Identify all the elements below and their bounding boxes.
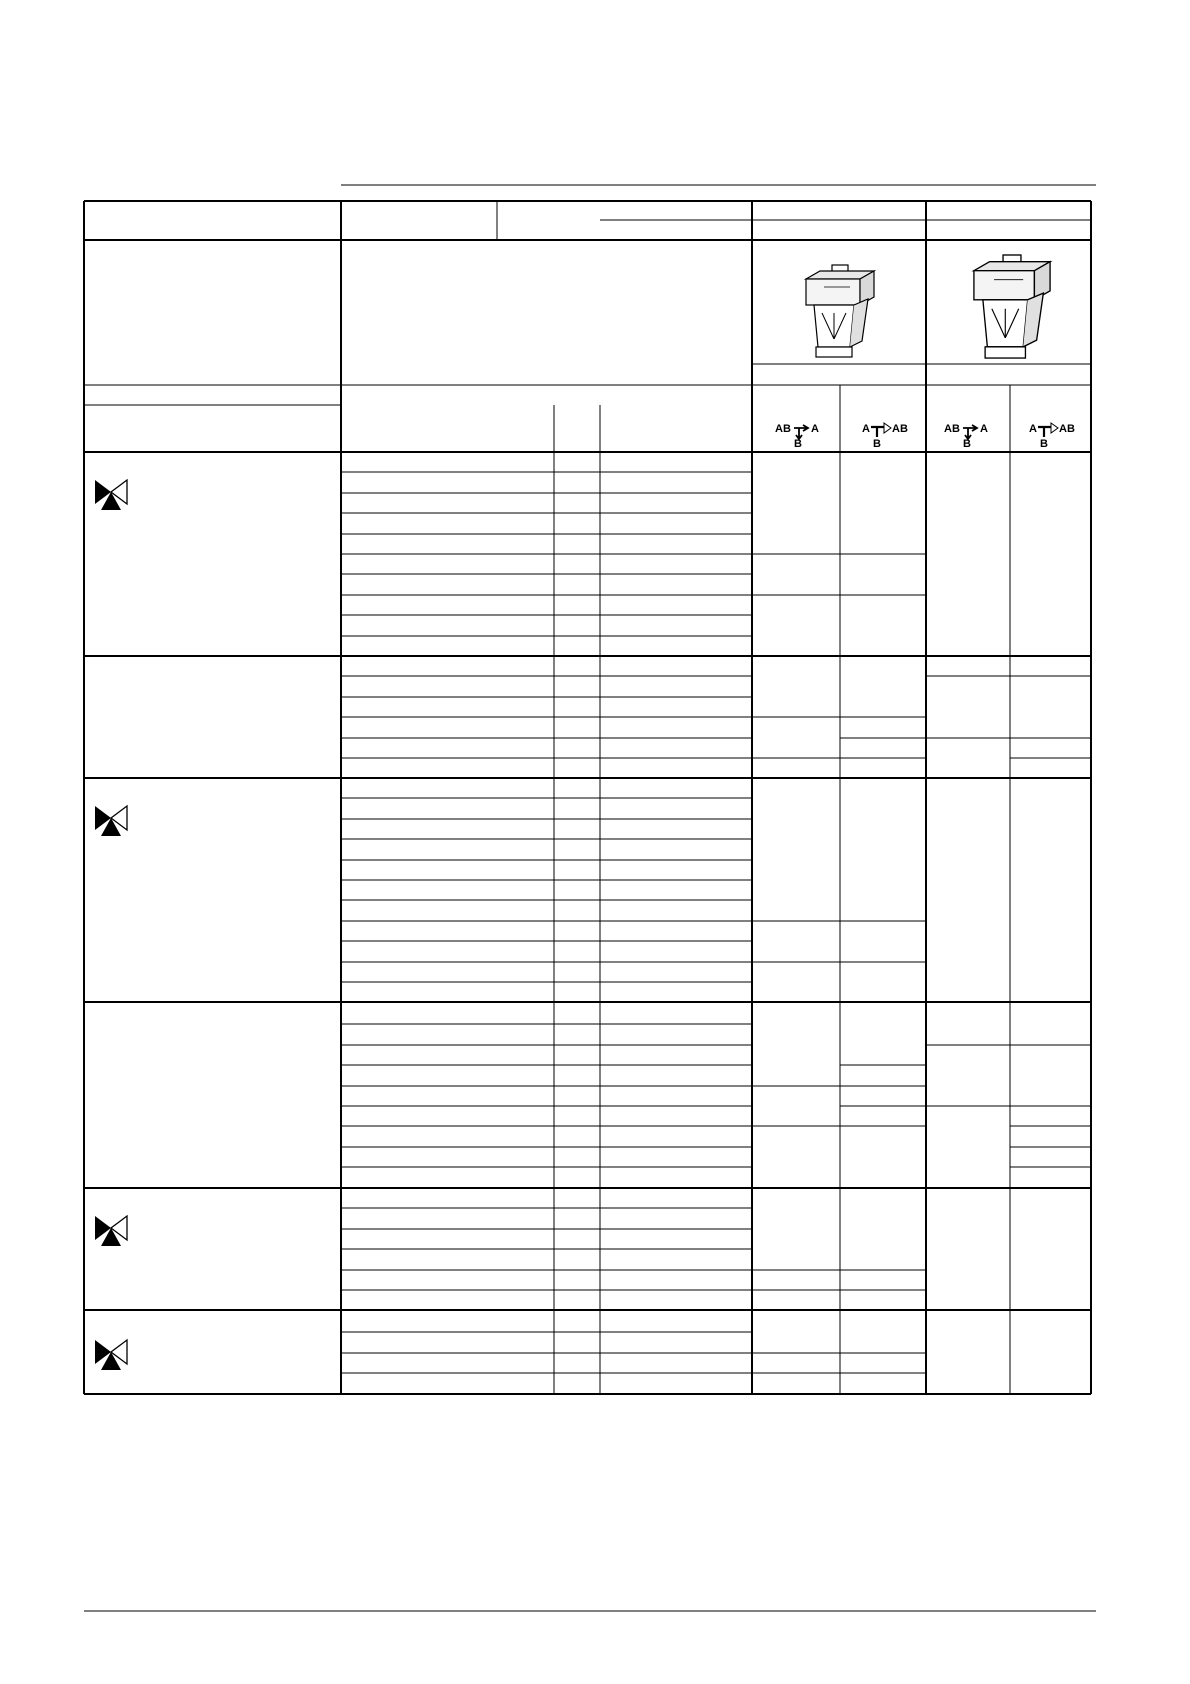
three-way-valve-icon: [95, 1340, 127, 1370]
flow-label-a: A: [1029, 423, 1037, 435]
flow-label-b: B: [963, 438, 971, 450]
flow-label-b: B: [873, 438, 881, 450]
actuator-large-image: [974, 255, 1050, 358]
flow-label-b: B: [1040, 438, 1048, 450]
table-thin-lines: [84, 185, 1096, 1611]
flow-symbol-mixing-1: [775, 423, 819, 450]
flow-label-a: A: [811, 423, 819, 435]
flow-tee-icon: [871, 427, 884, 437]
flow-branch-arrow-icon: [796, 428, 802, 439]
flow-label-ab: AB: [892, 423, 908, 435]
flow-label-ab: AB: [1059, 423, 1075, 435]
flow-symbol-diverting-1: [862, 423, 908, 450]
flow-arrow-icon: [884, 423, 891, 433]
flow-arrow-icon: [794, 425, 808, 431]
three-way-valve-icon: [95, 806, 127, 836]
flow-label-b: B: [794, 438, 802, 450]
flow-label-a: A: [980, 423, 988, 435]
flow-label-ab: AB: [944, 423, 960, 435]
three-way-valve-icon: [95, 480, 127, 510]
flow-symbol-mixing-2: [944, 423, 988, 450]
actuator-small-image: [806, 265, 874, 357]
flow-label-ab: AB: [775, 423, 791, 435]
flow-tee-icon: [1038, 427, 1051, 437]
flow-branch-arrow-icon: [965, 428, 971, 439]
flow-arrow-icon: [963, 425, 977, 431]
flow-symbol-diverting-2: [1029, 423, 1075, 450]
flow-label-a: A: [862, 423, 870, 435]
three-way-valve-icon: [95, 1216, 127, 1246]
table-graphics: [95, 255, 1075, 1370]
flow-arrow-icon: [1051, 423, 1058, 433]
